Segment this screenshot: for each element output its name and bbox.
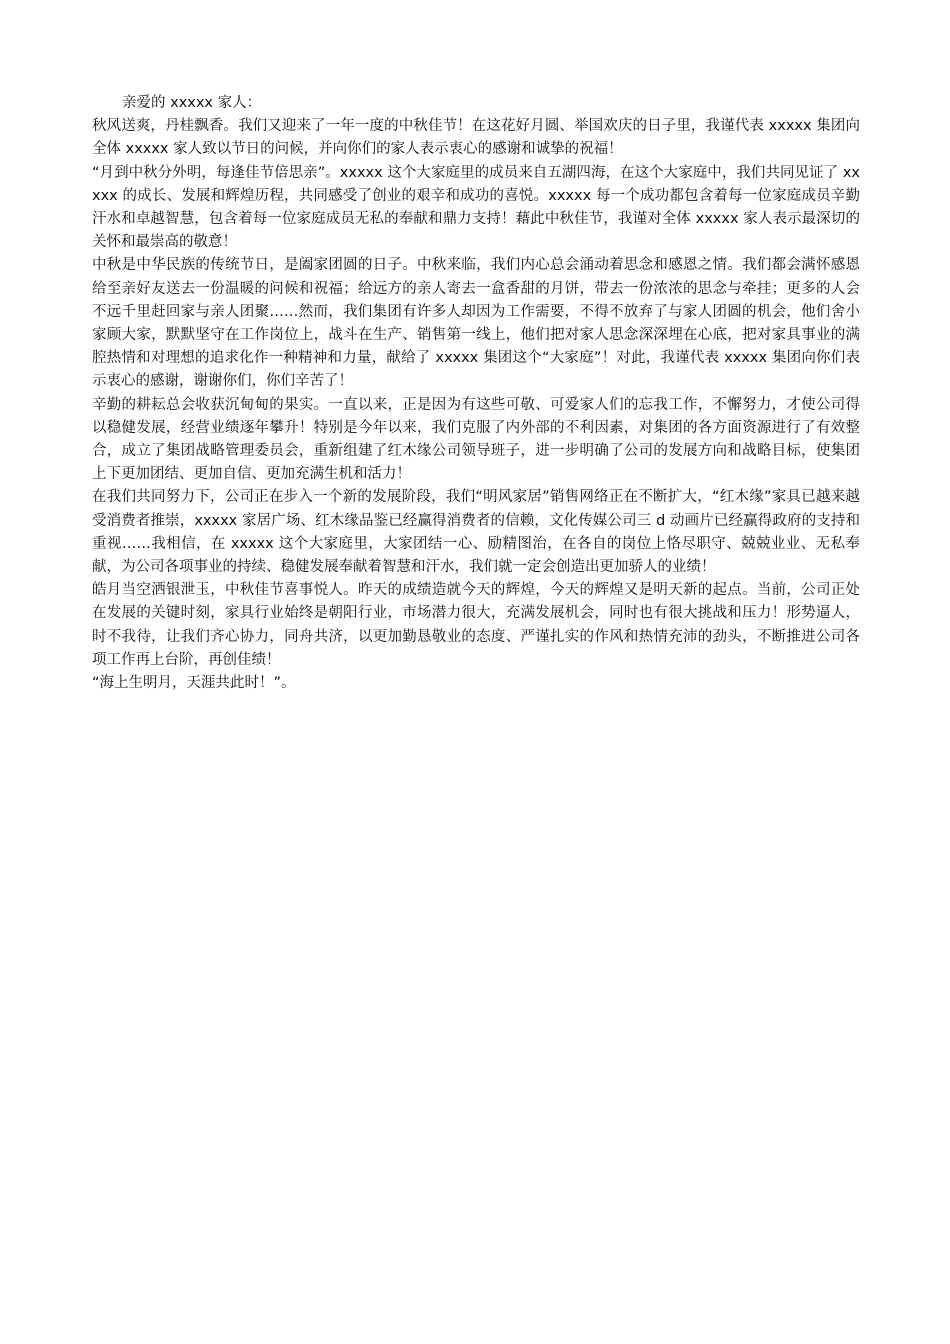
letter-document xyxy=(92,92,860,695)
letter-paragraph-2: “月到中秋分外明，每逢佳节倍思亲”。xxxxx 这个大家庭里的成员来自五湖四海，在这个大家庭中，我们共同见证了 xxxxx 的成长、发展和辉煌历程，共同感受了创业的艰辛和成功的喜悦。xxxxx 每一个成功都包含着每一位家庭成员辛勤汗水和卓越智慧，包含着每一位家庭成员无私的奉献和鼎力支持！藉此中秋佳节，我谨对全体 xxxxx 家人表示最深切的关怀和最崇高的敬意！ xyxy=(92,164,860,251)
letter-closing-quote: “海上生明月，天涯共此时！”。 xyxy=(92,675,296,692)
letter-paragraph-4: 辛勤的耕耘总会收获沉甸甸的果实。一直以来，正是因为有这些可敬、可爱家人们的忘我工作，不懈努力，才使公司得以稳健发展，经营业绩逐年攀升！特别是今年以来，我们克服了内外部的不利因素，对集团的各方面资源进行了有效整合，成立了集团战略管理委员会，重新组建了红木缘公司领导班子，进一步明确了公司的发展方向和战略目标，使集团上下更加团结、更加自信、更加充满生机和活力！ xyxy=(92,396,860,483)
letter-greeting: 亲爱的 xxxxx 家人： xyxy=(122,95,262,111)
letter-paragraph-3: 中秋是中华民族的传统节日，是阖家团圆的日子。中秋来临，我们内心总会涌动着思念和感恩之情。我们都会满怀感恩给至亲好友送去一份温暖的问候和祝福；给远方的亲人寄去一盒香甜的月饼，带去一份浓浓的思念与牵挂；更多的人会不远千里赶回家与亲人团聚……然而，我们集团有许多人却因为工作需要，不得不放弃了与家人团圆的机会，他们舍小家顾大家，默默坚守在工作岗位上，战斗在生产、销售第一线上，他们把对家人思念深深埋在心底，把对家具事业的满腔热情和对理想的追求化作一种精神和力量，献给了 xxxxx 集团这个“大家庭”！对此，我谨代表 xxxxx 集团向你们表示衷心的感谢，谢谢你们，你们辛苦了！ xyxy=(92,257,860,390)
letter-paragraph-6: 皓月当空洒银泄玉，中秋佳节喜事悦人。昨天的成绩造就今天的辉煌，今天的辉煌又是明天新的起点。当前，公司正处在发展的关键时刻，家具行业始终是朝阳行业，市场潜力很大，充满发展机会，同时也有很大挑战和压力！形势逼人，时不我待，让我们齐心协力，同舟共济，以更加勤恳敬业的态度、严谨扎实的作风和热情充沛的劲头，不断推进公司各项工作再上台阶，再创佳绩！ xyxy=(92,582,860,668)
letter-paragraph-1: 秋风送爽，丹桂飘香。我们又迎来了一年一度的中秋佳节！在这花好月圆、举国欢庆的日子里，我谨代表 xxxxx 集团向全体 xxxxx 家人致以节日的问候，并向你们的家人表示衷心的感谢和诚挚的祝福！ xyxy=(92,118,860,158)
letter-paragraph-5: 在我们共同努力下，公司正在步入一个新的发展阶段，我们“明风家居”销售网络正在不断扩大，“红木缘”家具已越来越受消费者推崇，xxxxx 家居广场、红木缘品鉴已经赢得消费者的信赖，文化传媒公司三 d 动画片已经赢得政府的支持和重视……我相信，在 xxxxx 这个大家庭里，大家团结一心、励精图治，在各自的岗位上恪尽职守、兢兢业业、无私奉献，为公司各项事业的持续、稳健发展奉献着智慧和汗水，我们就一定会创造出更加骄人的业绩！ xyxy=(92,489,860,576)
